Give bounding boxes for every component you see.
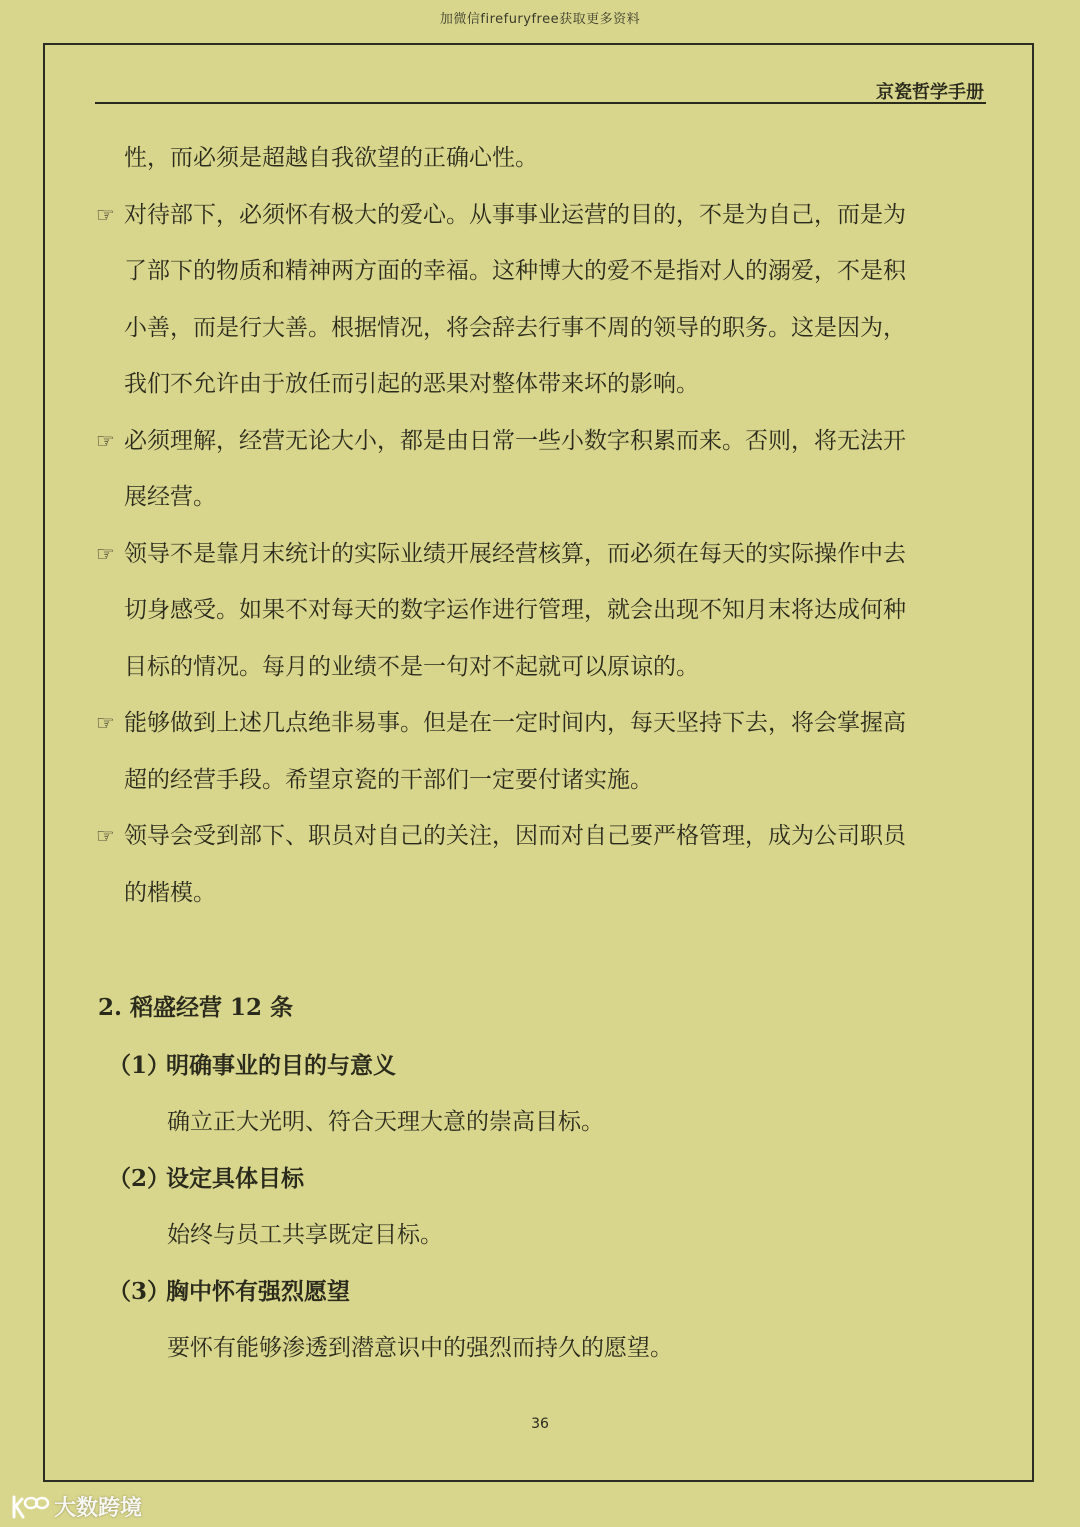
bullet-list [96, 130, 986, 921]
item-heading: 明确事业的目的与意义 [166, 1052, 396, 1079]
k-loop-logo-icon [10, 1493, 50, 1521]
item-body-1: 确立正大光明、符合天理大意的崇高目标。 [167, 1109, 604, 1135]
pointing-hand-icon: ☞ [96, 428, 115, 453]
paragraph-line: 小善，而是行大善。根据情况，将会辞去行事不周的领导的职务。这是因为， [124, 314, 906, 341]
paragraph-line: 了部下的物质和精神两方面的幸福。这种博大的爱不是指对人的溺爱，不是积 [124, 258, 906, 284]
paragraph [96, 187, 986, 413]
paragraph-line: 领导不是靠月末统计的实际业绩开展经营核算，而必须在每天的实际操作中去 [124, 540, 906, 567]
paragraph-line: 超的经营手段。希望京瓷的干部们一定要付诸实施。 [124, 766, 653, 793]
paragraph [96, 526, 986, 696]
paragraph [96, 808, 986, 921]
header-rule [95, 102, 986, 104]
paragraph [96, 695, 986, 808]
item-body-3: 要怀有能够渗透到潜意识中的强烈而持久的愿望。 [167, 1335, 673, 1361]
paragraph-line: 目标的情况。每月的业绩不是一句对不起就可以原谅的。 [124, 653, 699, 680]
paragraph-line: 能够做到上述几点绝非易事。但是在一定时间内，每天坚持下去，将会掌握高 [124, 710, 906, 736]
page-number: 36 [531, 1416, 549, 1432]
pointing-hand-icon: ☞ [96, 202, 115, 227]
item-title-2 [108, 1157, 304, 1201]
paragraph-line: 对待部下，必须怀有极大的爱心。从事事业运营的目的，不是为自己，而是为 [124, 201, 906, 228]
paragraph-line: 的楷模。 [124, 879, 216, 906]
paragraph-line: 必须理解，经营无论大小，都是由日常一些小数字积累而来。否则，将无法开 [124, 427, 906, 454]
item-heading: 胸中怀有强烈愿望 [166, 1278, 350, 1305]
section-title: 2. 稻盛经营 12 条 [98, 994, 294, 1021]
item-title-1 [108, 1044, 396, 1088]
pointing-hand-icon: ☞ [96, 541, 115, 566]
paragraph-line: 性，而必须是超越自我欲望的正确心性。 [124, 145, 538, 171]
paragraph-line: 我们不允许由于放任而引起的恶果对整体带来坏的影响。 [124, 371, 699, 397]
item-number: （1） [108, 1052, 171, 1079]
paragraph-line: 展经营。 [124, 484, 216, 510]
item-title-3 [108, 1270, 350, 1314]
top-note: 加微信firefuryfree获取更多资料 [439, 12, 641, 27]
watermark-text: 大数跨境 [54, 1496, 143, 1521]
paragraph-line: 领导会受到部下、职员对自己的关注，因而对自己要严格管理，成为公司职员 [124, 823, 906, 849]
watermark [10, 1491, 142, 1522]
item-number: （2） [108, 1165, 171, 1192]
running-header: 京瓷哲学手册 [876, 82, 984, 103]
paragraph [96, 130, 986, 187]
paragraph-line: 切身感受。如果不对每天的数字运作进行管理，就会出现不知月末将达成何种 [124, 597, 906, 623]
pointing-hand-icon: ☞ [96, 824, 115, 848]
item-number: （3） [108, 1278, 171, 1305]
item-body-2: 始终与员工共享既定目标。 [167, 1222, 443, 1248]
paragraph [96, 413, 986, 526]
item-heading: 设定具体目标 [166, 1165, 304, 1192]
pointing-hand-icon: ☞ [96, 711, 115, 735]
